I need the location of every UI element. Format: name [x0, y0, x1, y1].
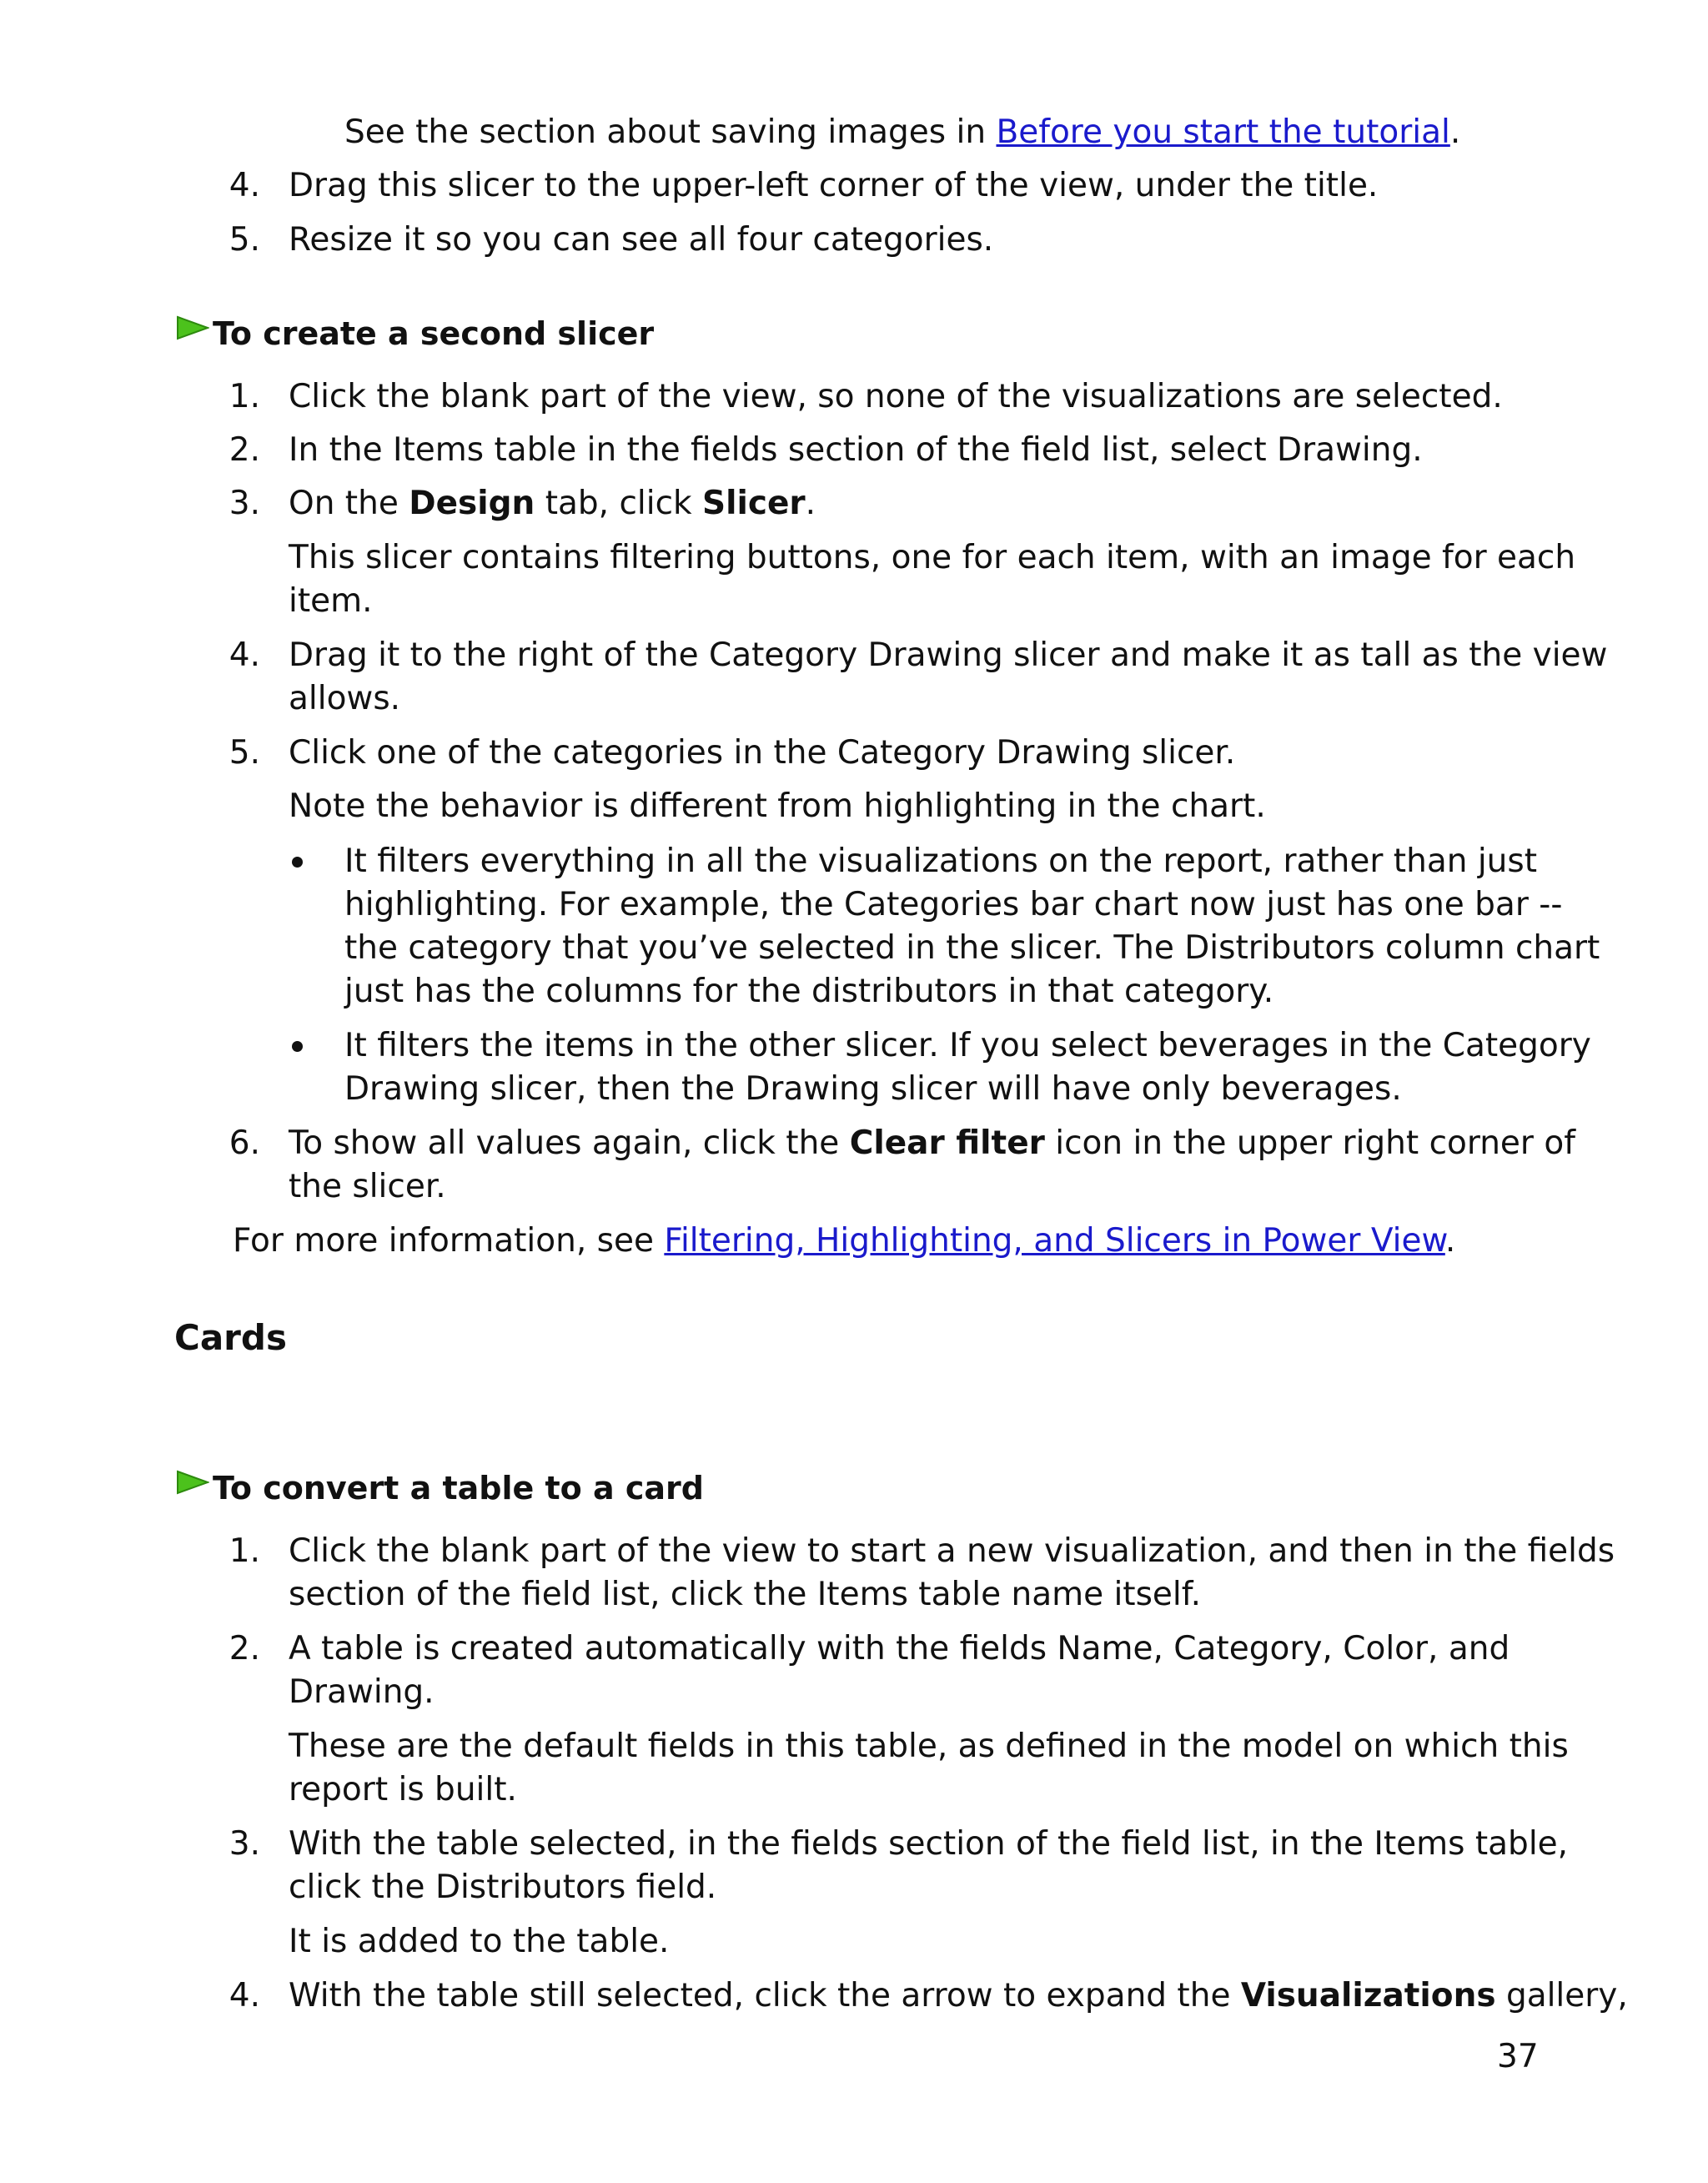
visualizations-label: Visualizations — [1240, 1977, 1496, 2014]
step-number: 3. — [229, 1825, 260, 1863]
step-number: 4. — [229, 1977, 260, 2014]
step-number: 5. — [229, 734, 260, 772]
bullet-text: It filters the items in the other slicer. If you select beverages in the Category — [344, 1027, 1591, 1064]
step-text: click the Distributors field. — [289, 1869, 717, 1906]
step-note: This slicer contains filtering buttons, one for each item, with an image for each — [289, 539, 1576, 576]
text-run: . — [805, 485, 816, 522]
text-run: icon in the upper right corner of — [1044, 1124, 1575, 1162]
text-run: For more information, see — [233, 1222, 665, 1260]
step-text: A table is created automatically with the fields Name, Category, Color, and — [289, 1630, 1510, 1667]
intro-line — [344, 111, 1460, 154]
bullet-text: just has the columns for the distributors in that category. — [344, 973, 1274, 1010]
step-text: Drag this slicer to the upper-left corner of the view, under the title. — [289, 167, 1379, 204]
text-run: tab, click — [535, 485, 702, 522]
step-note: These are the default fields in this table, as defined in the model on which this — [289, 1728, 1569, 1765]
step-number: 2. — [229, 431, 260, 469]
step-note: Note the behavior is different from highlighting in the chart. — [289, 787, 1266, 825]
step-number: 1. — [229, 1532, 260, 1570]
before-you-start-link[interactable]: Before you start the tutorial — [996, 113, 1450, 151]
step-text: Drag it to the right of the Category Drawing slicer and make it as tall as the view — [289, 636, 1608, 674]
step-number: 6. — [229, 1124, 260, 1162]
step-number: 1. — [229, 378, 260, 415]
step-text — [289, 1974, 1628, 2018]
bullet-icon — [292, 857, 303, 868]
step-note: item. — [289, 582, 373, 620]
intro-text: See the section about saving images in — [344, 113, 997, 151]
page-number: 37 — [1497, 2038, 1539, 2075]
slicer-label: Slicer — [702, 485, 806, 522]
step-note: It is added to the table. — [289, 1923, 670, 1960]
bullet-text: It filters everything in all the visualizations on the report, rather than just — [344, 843, 1537, 880]
text-run: With the table still selected, click the arrow to expand the — [289, 1977, 1241, 2014]
procedure-heading: To convert a table to a card — [213, 1470, 704, 1506]
step-text: Drawing. — [289, 1673, 435, 1711]
bullet-icon — [292, 1041, 303, 1052]
bullet-text: highlighting. For example, the Categories bar chart now just has one bar -- — [344, 886, 1563, 923]
step-number: 2. — [229, 1630, 260, 1667]
text-run: To show all values again, click the — [289, 1124, 850, 1162]
step-text: Click the blank part of the view, so none of the visualizations are selected. — [289, 378, 1503, 415]
step-text: Click the blank part of the view to start a new visualization, and then in the fields — [289, 1532, 1615, 1570]
step-number: 4. — [229, 167, 260, 204]
text-run: . — [1444, 1222, 1456, 1260]
step-number: 3. — [229, 485, 260, 522]
step-text: In the Items table in the fields section of the field list, select Drawing. — [289, 431, 1423, 469]
text-run: gallery, — [1495, 1977, 1628, 2014]
step-text: Resize it so you can see all four categories. — [289, 221, 994, 259]
procedure-heading: To create a second slicer — [213, 315, 655, 352]
more-info-line — [233, 1220, 1455, 1263]
design-tab-label: Design — [409, 485, 535, 522]
text-run: On the — [289, 485, 409, 522]
step-number: 5. — [229, 221, 260, 259]
bullet-text: the category that you’ve selected in the slicer. The Distributors column chart — [344, 929, 1600, 967]
procedure-arrow-icon — [176, 1470, 209, 1495]
bullet-text: Drawing slicer, then the Drawing slicer will have only beverages. — [344, 1070, 1402, 1108]
step-text: the slicer. — [289, 1168, 446, 1205]
filtering-highlighting-link[interactable]: Filtering, Highlighting, and Slicers in Power View — [664, 1222, 1445, 1260]
clear-filter-label: Clear filter — [849, 1124, 1045, 1162]
step-text: With the table selected, in the fields section of the field list, in the Items table, — [289, 1825, 1569, 1863]
section-title: Cards — [174, 1317, 287, 1358]
step-note: report is built. — [289, 1771, 517, 1808]
step-text: Click one of the categories in the Category Drawing slicer. — [289, 734, 1236, 772]
step-number: 4. — [229, 636, 260, 674]
procedure-arrow-icon — [176, 315, 209, 340]
step-text: section of the field list, click the Items table name itself. — [289, 1576, 1202, 1613]
step-text — [289, 1122, 1575, 1165]
intro-period: . — [1449, 113, 1461, 151]
step-text — [289, 482, 816, 526]
step-text: allows. — [289, 680, 401, 717]
